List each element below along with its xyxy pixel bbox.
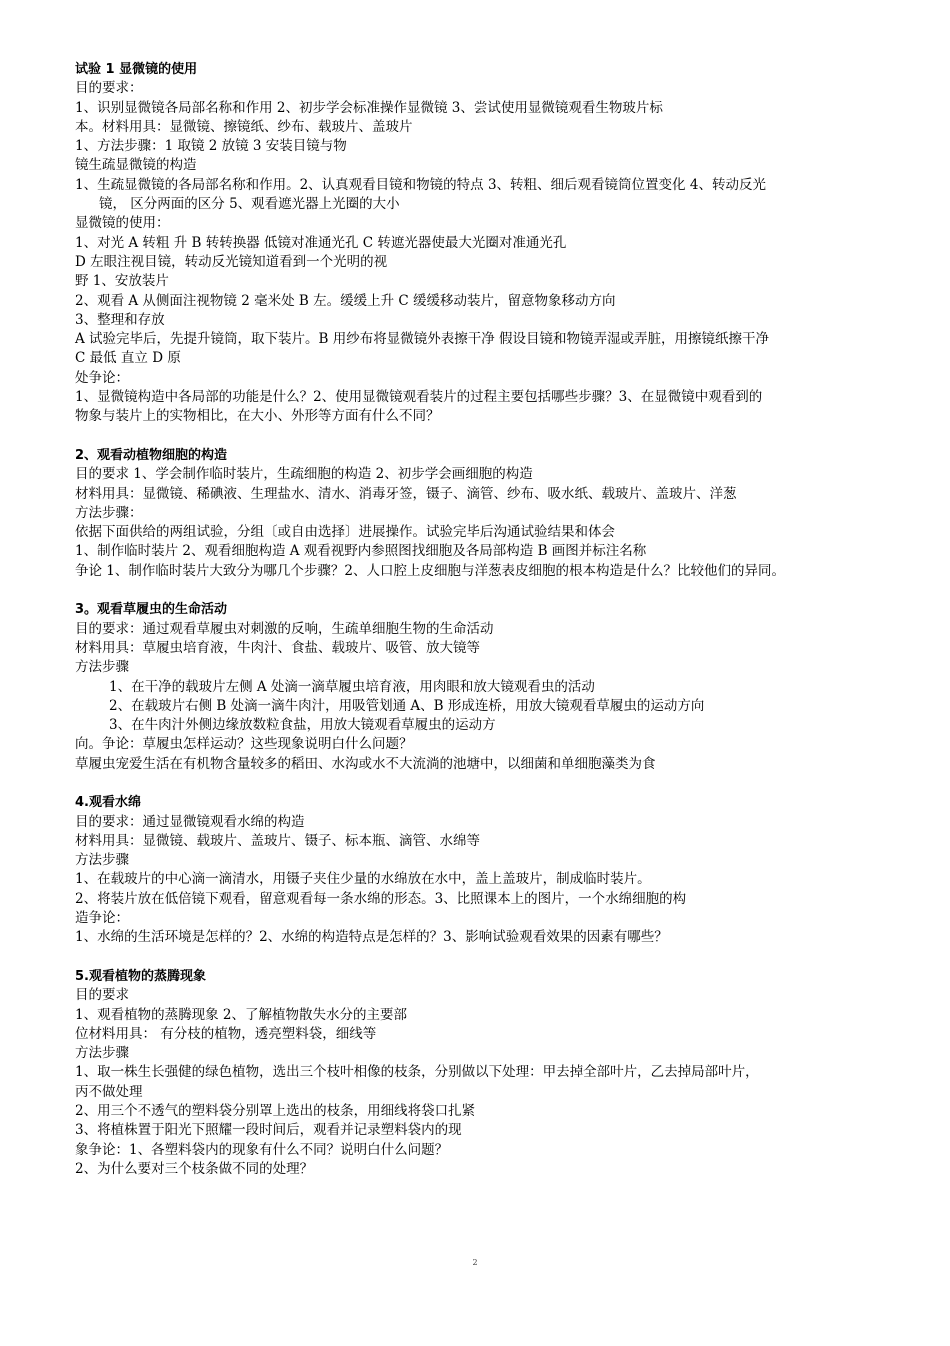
section-2-line: 目的要求 1、学会制作临时装片，生疏细胞的构造 2、初步学会画细胞的构造 — [75, 466, 533, 483]
section-3-step: 3、在牛肉汁外侧边缘放数粒食盐，用放大镜观看草履虫的运动方 — [109, 717, 496, 734]
section-4-line: 目的要求：通过显微镜观看水绵的构造 — [75, 813, 305, 830]
section-2-line: 材料用具：显微镜、稀碘液、生理盐水、清水、消毒牙签，镊子、滴管、纱布、吸水纸、载玻片、盖玻片、洋葱 — [75, 485, 737, 502]
section-3-line: 方法步骤 — [75, 659, 129, 676]
section-4-line: 方法步骤 — [75, 852, 129, 869]
section-spacer — [75, 427, 895, 446]
section-1-line: 3、整理和存放 — [75, 311, 165, 328]
section-spacer — [75, 774, 895, 793]
section-1-line: 目的要求： — [75, 80, 143, 97]
section-4-line: 1、水绵的生活环境是怎样的？2、水绵的构造特点是怎样的？3、影响试验观看效果的因素有哪些？ — [75, 929, 668, 946]
section-spacer — [75, 581, 895, 600]
section-1-line: 显微镜的使用： — [75, 215, 170, 232]
page-number: 2 — [472, 1258, 478, 1267]
section-3-step: 2、在载玻片右侧 B 处滴一滴牛肉汁，用吸管划通 A、B 形成连桥，用放大镜观看草履虫的运动方向 — [109, 697, 705, 714]
section-1-line: 本。材料用具：显微镜、擦镜纸、纱布、载玻片、盖玻片 — [75, 118, 413, 135]
section-5-line: 3、将植株置于阳光下照耀一段时间后，观看并记录塑料袋内的现 — [75, 1122, 462, 1139]
document-page — [75, 60, 895, 1179]
section-2-title: 2、观看动植物细胞的构造 — [75, 447, 228, 463]
section-2-line: 依据下面供给的两组试验，分组〔或自由选择〕进展操作。试验完毕后沟通试验结果和体会 — [75, 524, 615, 541]
section-4-line: 造争论： — [75, 910, 129, 927]
section-3-line: 材料用具：草履虫培育液，牛肉汁、食盐、载玻片、吸管、放大镜等 — [75, 639, 480, 656]
section-4-line: 材料用具：显微镜、载玻片、盖玻片、镊子、标本瓶、滴管、水绵等 — [75, 832, 480, 849]
section-2-line: 方法步骤： — [75, 504, 143, 521]
section-1-line: A 试验完毕后，先提升镜筒，取下装片。B 用纱布将显微镜外表擦干净 假设目镜和物镜弄湿或弄脏，用擦镜纸擦干净 — [75, 331, 770, 348]
section-1-line: C 最低 直立 D 原 — [75, 350, 181, 367]
section-5-line: 方法步骤 — [75, 1045, 129, 1062]
section-5-line: 1、观看植物的蒸腾现象 2、了解植物散失水分的主要部 — [75, 1006, 407, 1023]
section-1-line: 1、方法步骤：1 取镜 2 放镜 3 安装目镜与物 — [75, 138, 347, 155]
section-4-title: 4.观看水绵 — [75, 795, 141, 811]
section-5-line: 丙不做处理 — [75, 1083, 143, 1100]
section-5-line: 象争论：1、各塑料袋内的现象有什么不同？说明白什么问题？ — [75, 1141, 449, 1158]
section-3-line: 向。争论：草履虫怎样运动？这些现象说明白什么问题？ — [75, 736, 413, 753]
section-2-line: 争论 1、制作临时装片大致分为哪几个步骤？2、人口腔上皮细胞与洋葱表皮细胞的根本构造是什么？比较他们的异同。 — [75, 562, 785, 579]
section-5-line: 1、取一株生长强健的绿色植物，选出三个枝叶相像的枝条，分别做以下处理：甲去掉全部叶片，乙去掉局部叶片， — [75, 1064, 759, 1081]
section-1-line: 物象与装片上的实物相比，在大小、外形等方面有什么不同？ — [75, 408, 440, 425]
section-5-line: 2、用三个不透气的塑料袋分别罩上选出的枝条，用细线将袋口扎紧 — [75, 1103, 476, 1120]
section-5-line: 2、为什么要对三个枝条做不同的处理？ — [75, 1160, 314, 1177]
section-4-line: 2、将装片放在低倍镜下观看，留意观看每一条水绵的形态。3、比照课本上的图片，一个水绵细胞的构 — [75, 890, 687, 907]
section-5-line: 位材料用具： 有分枝的植物，透亮塑料袋，细线等 — [75, 1025, 377, 1042]
section-1-line: 1、识别显微镜各局部名称和作用 2、初步学会标准操作显微镜 3、尝试使用显微镜观看生物玻片标 — [75, 99, 663, 116]
section-1-title: 试验 1 显微镜的使用 — [75, 62, 198, 77]
section-4-line: 1、在载玻片的中心滴一滴清水，用镊子夹住少量的水绵放在水中，盖上盖玻片，制成临时装片。 — [75, 871, 651, 888]
section-3-step: 1、在干净的载玻片左侧 A 处滴一滴草履虫培育液，用肉眼和放大镜观看虫的活动 — [109, 678, 595, 695]
section-1-line: D 左眼注视目镜，转动反光镜知道看到一个光明的视 — [75, 253, 388, 270]
section-1-line: 2、观看 A 从侧面注视物镜 2 毫米处 B 左。缓缓上升 C 缓缓移动装片，留意物象移动方向 — [75, 292, 616, 309]
section-3-line: 草履虫宠爱生活在有机物含量较多的稻田、水沟或水不大流淌的池塘中，以细菌和单细胞藻类为食 — [75, 755, 656, 772]
section-1-line: 1、生疏显微镜的各局部名称和作用。2、认真观看目镜和物镜的特点 3、转粗、细后观看镜筒位置变化 4、转动反光 — [75, 176, 766, 193]
section-spacer — [75, 948, 895, 967]
section-3-title: 3。观看草履虫的生命活动 — [75, 602, 228, 618]
section-1-line: 处争论： — [75, 369, 129, 386]
section-1-line: 1、对光 A 转粗 升 B 转转换器 低镜对准通光孔 C 转遮光器使最大光圈对准通光孔 — [75, 234, 567, 251]
section-5-title: 5.观看植物的蒸腾现象 — [75, 968, 206, 984]
section-1-line: 野 1、安放装片 — [75, 273, 169, 290]
section-2-line: 1、制作临时装片 2、观看细胞构造 A 观看视野内参照图找细胞及各局部构造 B 画图并标注名称 — [75, 543, 647, 560]
section-5-line: 目的要求 — [75, 987, 129, 1004]
section-3-line: 目的要求：通过观看草履虫对刺激的反响，生疏单细胞生物的生命活动 — [75, 620, 494, 637]
section-1-line: 1、显微镜构造中各局部的功能是什么？2、使用显微镜观看装片的过程主要包括哪些步骤？3、在显微镜中观看到的 — [75, 389, 763, 406]
section-1-line: 镜， 区分两面的区分 5、观看遮光器上光圈的大小 — [99, 196, 400, 213]
section-1-line: 镜生疏显微镜的构造 — [75, 157, 197, 174]
